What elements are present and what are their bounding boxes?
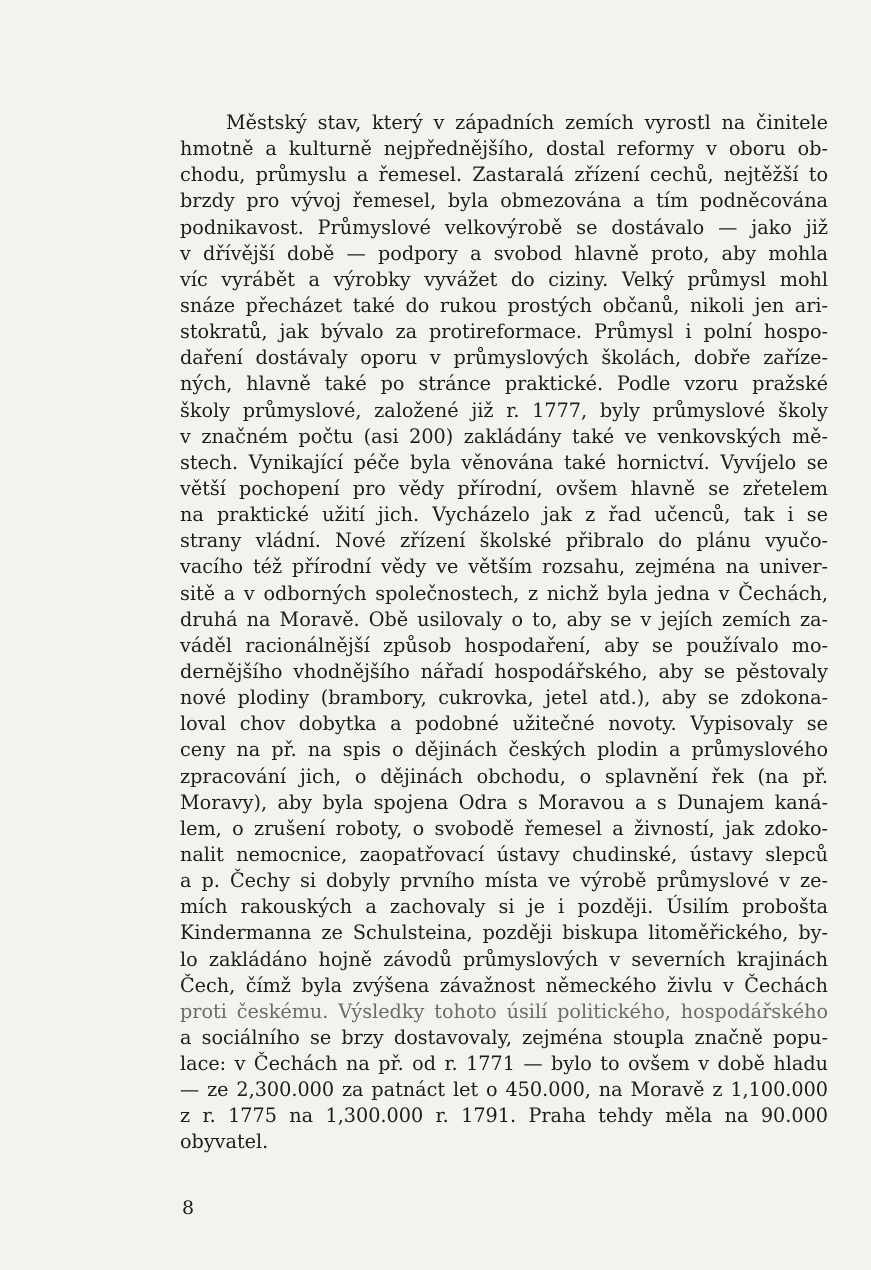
text-line: lo zakládáno hojně závodů průmyslových v severních krajinách	[180, 947, 828, 971]
text-line: váděl racionálnější způsob hospodaření, aby se používalo mo-	[180, 633, 828, 657]
text-line: mích rakouských a zachovaly si je i později. Úsilím proboštа	[180, 895, 828, 919]
text-line: — ze 2,300.000 za patnáct let o 450.000, na Moravě z 1,100.000	[180, 1078, 828, 1102]
body-paragraph	[180, 110, 828, 1156]
text-line: na praktické užití jich. Vycházelo jak z řad učenců, tak i se	[180, 503, 828, 527]
text-line: podnikavost. Průmyslové velkovýrobě se dostávalo — jako již	[180, 215, 828, 239]
text-line: víc vyrábět a výrobky vyvážet do ciziny. Velký průmysl mohl	[180, 267, 828, 291]
text-line: školy průmyslové, založené již r. 1777, byly průmyslové školy	[180, 398, 828, 422]
text-line: brzdy pro vývoj řemesel, byla obmezována a tím podněcována	[180, 189, 828, 213]
text-line: loval chov dobytka a podobné užitečné novoty. Vypisovaly se	[180, 712, 828, 736]
text-line: daření dostávaly oporu v průmyslových školách, dobře zaříze-	[180, 346, 828, 370]
text-line: hmotně a kulturně nejpřednějšího, dostal reformy v oboru ob-	[180, 137, 828, 161]
text-line: a sociálního se brzy dostavovaly, zejména stoupla značně popu-	[180, 1025, 828, 1049]
text-line: strany vládní. Nové zřízení školské přibralo do plánu vyučo-	[180, 529, 828, 553]
text-line: nové plodiny (brambory, cukrovka, jetel atd.), aby se zdokona-	[180, 686, 828, 710]
text-line: lem, o zrušení roboty, o svobodě řemesel a živností, jak zdoko-	[180, 816, 828, 840]
text-line: chodu, průmyslu a řemesel. Zastaralá zřízení cechů, nejtěžší to	[180, 163, 828, 187]
text-line: sitě a v odborných společnostech, z nichž byla jedna v Čechách,	[180, 581, 828, 605]
page-number: 8	[182, 1197, 195, 1219]
text-line: z r. 1775 na 1,300.000 r. 1791. Praha tehdy měla na 90.000	[180, 1104, 828, 1128]
text-line: dernějšího vhodnějšího nářadí hospodářského, aby se pěstovaly	[180, 659, 828, 683]
text-line: ceny na př. na spis o dějinách českých plodin a průmyslového	[180, 738, 828, 762]
text-line: zpracování jich, o dějinách obchodu, o splavnění řek (na př.	[180, 764, 828, 788]
text-line: vacího též přírodní vědy ve větším rozsahu, zejména na univer-	[180, 555, 828, 579]
text-line: lace: v Čechách na př. od r. 1771 — bylo to ovšem v době hladu	[180, 1052, 828, 1076]
text-line: proti českému. Výsledky tohoto úsilí politického, hospodářského	[180, 999, 828, 1023]
text-line: Městský stav, který v západních zemích vyrostl na činitele	[226, 111, 828, 134]
text-line: druhá na Moravě. Obě usilovaly o to, aby se v jejích zemích za-	[180, 607, 828, 631]
text-line: a p. Čechy si dobyly prvního místa ve výrobě průmyslové v ze-	[180, 869, 828, 893]
text-line: Čech, čímž byla zvýšena závažnost německého živlu v Čechách	[180, 973, 828, 997]
text-line: Moravy), aby byla spojena Odra s Moravou a s Dunajem kaná-	[180, 790, 828, 814]
text-line: obyvatel.	[180, 1130, 269, 1154]
text-line: stech. Vynikající péče byla věnována také hornictví. Vyvíjelo se	[180, 450, 828, 474]
text-line: ných, hlavně také po stránce praktické. Podle vzoru pražské	[180, 372, 828, 396]
text-line: v dřívější době — podpory a svobod hlavně proto, aby mohla	[180, 241, 828, 265]
text-line: snáze přecházet také do rukou prostých občanů, nikoli jen ari-	[180, 293, 828, 317]
text-line: v značném počtu (asi 200) zakládány také ve venkovských mě-	[180, 424, 828, 448]
text-line: Kindermanna ze Schulsteina, později biskupa litoměřického, by-	[180, 921, 828, 945]
text-line: větší pochopení pro vědy přírodní, ovšem hlavně se zřetelem	[180, 476, 828, 500]
text-line: nalit nemocnice, zaopatřovací ústavy chudinské, ústavy slepců	[180, 842, 828, 866]
text-line: stokratů, jak bývalo za protireformace. Průmysl i polní hospo-	[180, 320, 828, 344]
